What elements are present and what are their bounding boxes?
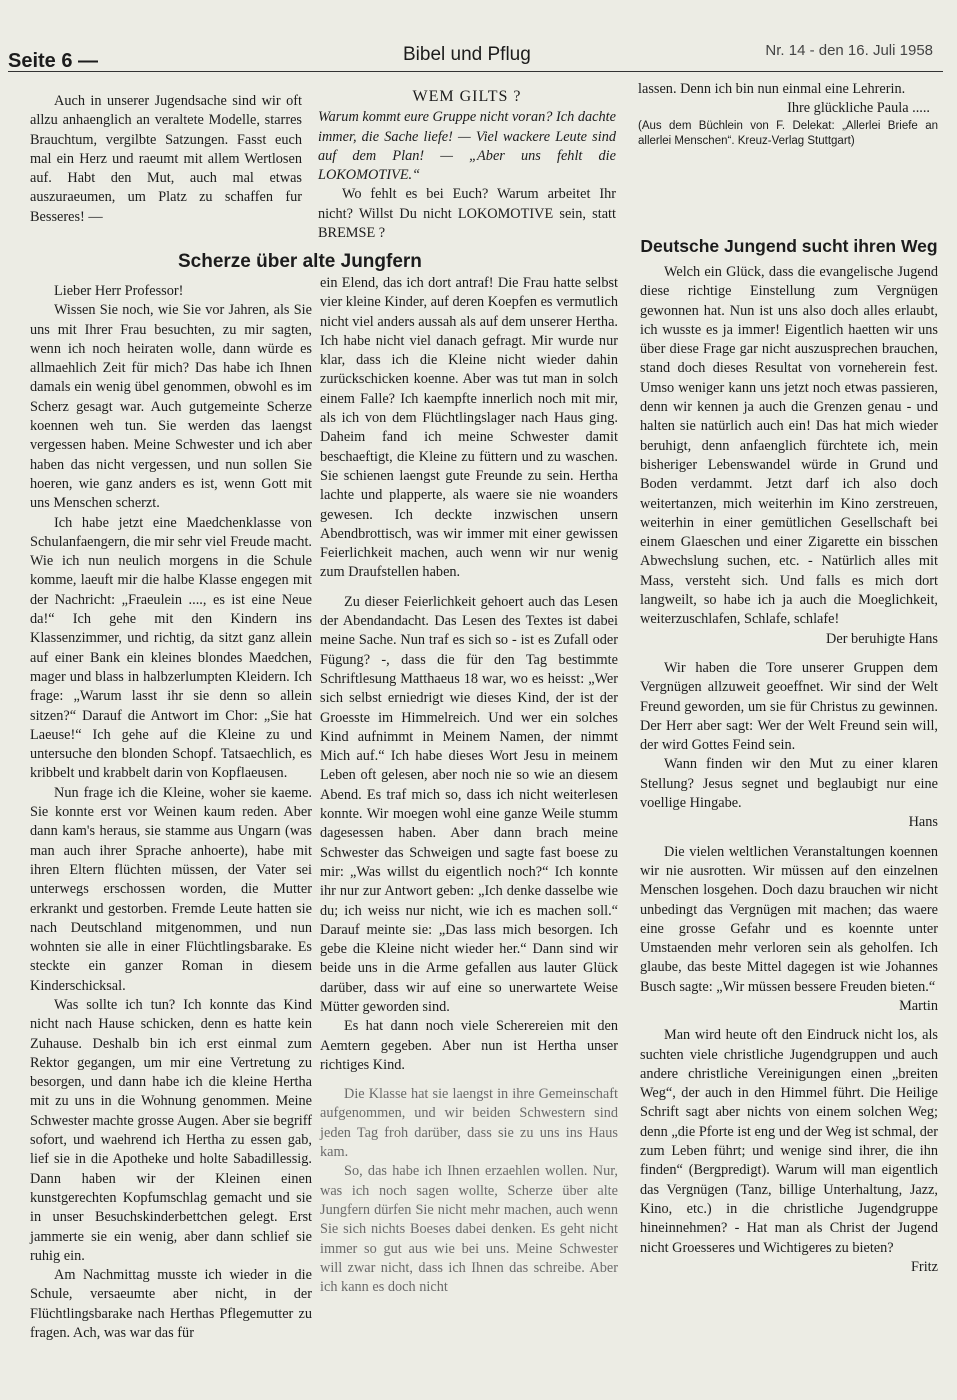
paragraph: ein Elend, das ich dort antraf! Die Frau hatte selbst vier kleine Kinder, auf deren Koepfen es vermutlich nicht viel anders aussah als auf dem unserer Hertha. Ich habe nicht viel danach gefragt. Mir wurde nur klar, dass ich die Kleine nicht wieder dahin zurückschicken koenne. Aber was tut man in solch einem Falle? Ich kaempfte innerlich noch mit mir, als ich von dem Flüchtlingslager nach Haus ging. Daheim fand ich meine Schwester damit beschaeftigt, die Kleine zu füttern und zu waschen. Sie schienen laengst gute Freunde zu sein. Hertha lachte und plapperte, als waere sie nie woanders gewesen. Ich deckte inzwischen unsern Abendbrottisch, was wir immer mit einer gewissen Feierlichkeit machen, auch wenn wir nur wenig zum Draufstellen haben.: [320, 275, 618, 581]
paragraph: Man wird heute oft den Eindruck nicht los, als suchten viele christliche Jugendgruppen und auch andere christliche Vereinigungen einen „breiten Weg“, der auch in den Himmel führt. Die Heilige Schrift sagt aber nichts von einem solchen Weg; denn „die Pforte ist eng und der Weg ist schmal, der zum Leben führt; und wenige sind ihrer, die ihn finden“ (Bergpredigt). Warum will man eigentlich das Vergnügen (Tanz, billige Unterhaltung, Jazz, Kino, etc.) in die christliche Jugendgruppe hineinnehmen? - Hat man als Christ der Jugend nicht Groesseres und Wichtigeres zu bieten?: [640, 1027, 938, 1256]
signature: Der beruhigte Hans: [826, 630, 938, 647]
wem-gilts-text: Wo fehlt es bei Euch? Warum arbeitet Ihr nicht? Willst Du nicht LOKOMOTIVE sein, statt BREMSE ?: [318, 186, 616, 242]
paragraph: Ich habe jetzt eine Maedchenklasse von Schulanfaengern, die mir sehr viel Freude macht. Wie ich nun neulich morgens in die Schule komme, laeuft mir die halbe Klasse engegen mit der Nachricht: „Fraeulein ...., es ist eine Neue da!“ Ich gehe mit den Kindern ins Klassenzimmer, und richtig, da sitzt ganz allein auf einer Bank ein kleines blondes Maedchen, mager und blass in halbzerlumpten Kleidern. Ich frage: „Warum lasst ihr sie denn so allein sitzen?“ Darauf die Antwort im Chor: „Sie hat Laeuse!“ Ich gehe auf die Kleine zu und untersuche den blonden Schopf. Tatsaechlich, es kribbelt und krabbelt darin von Kopflaeusen.: [30, 514, 312, 782]
signature: Martin: [899, 997, 938, 1014]
paragraph: Zu dieser Feierlichkeit gehoert auch das Lesen der Abendandacht. Das Lesen des Textes ist dabei meine Sache. Nun traf es sich so - ist es Zufall oder Fügung? -, dass die für den Tag bestimmte Schriftlesung Matthaeus 18 war, wo es heisst: „Wer sich selbst erniedrigt wie dieses Kind, der ist der Groesste im Himmelreich. Und wer ein solches Kind aufnimmt in Meinem Namen, der nimmt Mich auf.“ Ich habe dieses Wort Jesu in meinem Leben oft gelesen, aber noch nie so wie an diesem Abend. Es traf mich so, dass ich nicht weiterlesen konnte. Wir moegen wohl eine ganze Weile stumm dagesessen haben. Aber dann brach meine Schwester das Schweigen und sagte fast boese zu mir: „Was willst du eigentlich noch?“ Ich konnte ihr nur zur Antwort geben: „Ich denke dasselbe wie du; ich weiss nur nicht, wie ich es machen soll.“ Darauf meinte sie: „Das lass mich besorgen. Ich gebe die Kleine nicht wieder her.“ Dann sind wir beide uns in die Arme gefallen aus lauter Glück darüber, dass wir auf eine so unerwartete Weise Mütter geworden sind.: [320, 593, 618, 1015]
letter-salutation: Lieber Herr Professor!: [54, 283, 184, 299]
article-title: Scherze über alte Jungfern: [178, 251, 422, 272]
paragraph: Wissen Sie noch, wie Sie vor Jahren, als Sie uns mit Ihrer Frau besuchten, zu mir sagten, wenn ich noch heiraten wolle, dann würde es allmaehlich Zeit für mich? Das habe ich Ihnen damals ein wenig übel genommen, obwohl es im Scherz gesagt war. Auch gutgemeinte Scherze koennen weh tun. Sie werden das laengst vergessen haben. Meine Schwester und ich aber haben das nicht vergessen, und nun sollen Sie hoeren, wie ganz anders es ist, wenn Gott mit uns Menschen scherzt.: [30, 302, 312, 512]
letter-closing: Ihre glückliche Paula .....: [787, 100, 930, 117]
page-number-label: Seite 6 —: [8, 50, 99, 72]
signature: Hans: [908, 814, 938, 831]
column-1-intro: [30, 92, 302, 227]
article-title-right: Deutsche Jungend sucht ihren Weg: [640, 236, 938, 256]
intro-paragraph: Auch in unserer Jugendsache sind wir oft allzu anhaenglich an veraltete Modelle, starres Brauchtum, vergilbte Satzungen. Fasst euch mal ein Herz und raeumt mit allem Wertlosen auf. Habt den Mut, auch mal etwas auszuraeumen, um Platz zu schaffen fur Besseres! —: [30, 93, 302, 225]
paragraph: Die Klasse hat sie laengst in ihre Gemeinschaft aufgenommen, und wir beiden Schwestern sind jeden Tag froh darüber, dass sie zu uns ins Haus kam.: [320, 1086, 618, 1161]
paragraph: Wann finden wir den Mut zu einer klaren Stellung? Jesus segnet und beglaubigt nur eine voellige Hingabe.: [640, 756, 938, 812]
column-3-letter-end: [638, 80, 938, 149]
paragraph: Wir haben die Tore unserer Gruppen dem Vergnügen allzuweit geoeffnet. Wir sind der Welt Freund geworden, um sie für Christus zu gewinnen. Der Herr aber sagt: Wer der Welt Freund sein will, der wird Gottes Feind sein.: [640, 659, 938, 754]
paragraph: Die vielen weltlichen Veranstaltungen koennen wir nie ausrotten. Wir müssen auf den einzelnen Menschen losgehen. Doch dazu brauchen wir nicht unbedingt das Vergnügen mit machen; das waere eine grosse Gefahr und es koennte unter Umstaenden mehr verloren sein als geholfen. Ich glaube, das beste Mittel dagegen ist wie Johannes Busch sagte: „Wir müssen bessere Freuden bieten.“: [640, 843, 938, 995]
header-rule: [8, 71, 943, 72]
wem-gilts-quote: Warum kommt eure Gruppe nicht voran? Ich dachte immer, die Sache liefe! — Viel wackere Leute sind auf dem Plan! — „Aber uns fehlt die LOKOMOTIVE.“: [318, 109, 616, 184]
wem-gilts-box: [318, 87, 616, 243]
column-2-article: [320, 274, 618, 1297]
signature: Fritz: [910, 1258, 938, 1275]
paragraph: Nun frage ich die Kleine, woher sie kaeme. Sie konnte erst vor Weinen kaum reden. Aber dann kam's heraus, sie stamme aus Ungarn (was man auch ihrer Sprache anhoerte), habe mit ihren Eltern flüchten müssen, der Vater sei unterwegs erschossen worden, die Mutter erkrankt und gestorben. Fremde Leute hatten sie nach Deutschland mitgenommen, und nun wohnten sie alle in einer Flüchtlingsbarake. Es steckte ein ganzer Roman in diesem Kinderschicksal.: [30, 784, 312, 994]
paragraph: lassen. Denn ich bin nun einmal eine Lehrerin.: [638, 81, 906, 97]
page-header: [8, 40, 943, 72]
column-3-article: [640, 235, 938, 1277]
wem-gilts-title: WEM GILTS ?: [412, 88, 522, 105]
paragraph: Am Nachmittag musste ich wieder in die Schule, versaeumte aber nicht, in der Flüchtlingsbarake nach Herthas Pflegemutter zu fragen. Ach, was war das für: [30, 1267, 312, 1342]
source-citation: (Aus dem Büchlein von F. Delekat: „Allerlei Briefe an allerlei Menschen“. Kreuz-Verlag Stuttgart): [638, 119, 938, 147]
column-1-article: [30, 282, 312, 1343]
publication-title: Bibel und Pflug: [403, 44, 531, 65]
paragraph: Welch ein Glück, dass die evangelische Jugend diese richtige Einstellung zum Vergnügen gewonnen hat. Nun ist uns also doch alles erlaubt, ich wusste es ja immer! Eigentlich haetten wir uns über diese Frage gar nicht auszusprechen brauchen, stand doch dieses Resultat von vorneherein fest. Umso weniger kann uns jetzt noch etwas passieren, denn wir kennen ja auch die Grenzen genau - und halten sie natürlich auch ein! Das hat mich wieder beruhigt, denn anfaenglich fürchtete ich, mein bisheriger Lebenswandel würde in Grund und Boden verdammt. Jetzt darf ich also doch weitertanzen, mich weiterhin im Kino zerstreuen, weiterhin in einer gemütlichen Gesellschaft bei einem Glaeschen und einer Zigarette ein bisschen Abwechslung suchen, etc. - Natürlich alles mit Mass, versteht sich. Und falls es mich dort langweilt, so habe ich ja auch die Moeglichkeit, weiterzuschlafen, Schlafe, schlafe!: [640, 264, 938, 628]
paragraph: So, das habe ich Ihnen erzaehlen wollen. Nur, was ich noch sagen wollte, Scherze über alte Jungfern dürfen Sie nicht mehr machen, auch wenn Sie sich nichts Boeses dabei denken. Es geht nicht immer so gut aus wie bei uns. Meine Schwester will zwar nicht, dass ich Ihnen das schreibe. Aber ich kann es doch nicht: [320, 1163, 618, 1296]
paragraph: Es hat dann noch viele Scherereien mit den Aemtern gegeben. Aber nun ist Hertha unser richtiges Kind.: [320, 1018, 618, 1073]
paragraph: Was sollte ich tun? Ich konnte das Kind nicht nach Hause schicken, denn es hatte kein Zuhause. Deshalb bin ich erst einmal zum Rektor gegangen, um mir eine Vertretung zu besorgen, und dann habe ich die kleine Hertha mit zu uns in die Wohnung genommen. Meine Schwester machte grosse Augen. Aber sie begriff sofort, und waehrend ich Hertha zu essen gab, lief sie in die Apotheke und holte Sabadillessig. Dann haben wir der Kleinen einen kunstgerechten Kopfumschlag gemacht und sie in unser Besuchskinderbettchen gelegt. Erst jammerte sie ein wenig, aber dann schlief sie ruhig ein.: [30, 996, 312, 1264]
issue-date: Nr. 14 - den 16. Juli 1958: [765, 42, 933, 59]
